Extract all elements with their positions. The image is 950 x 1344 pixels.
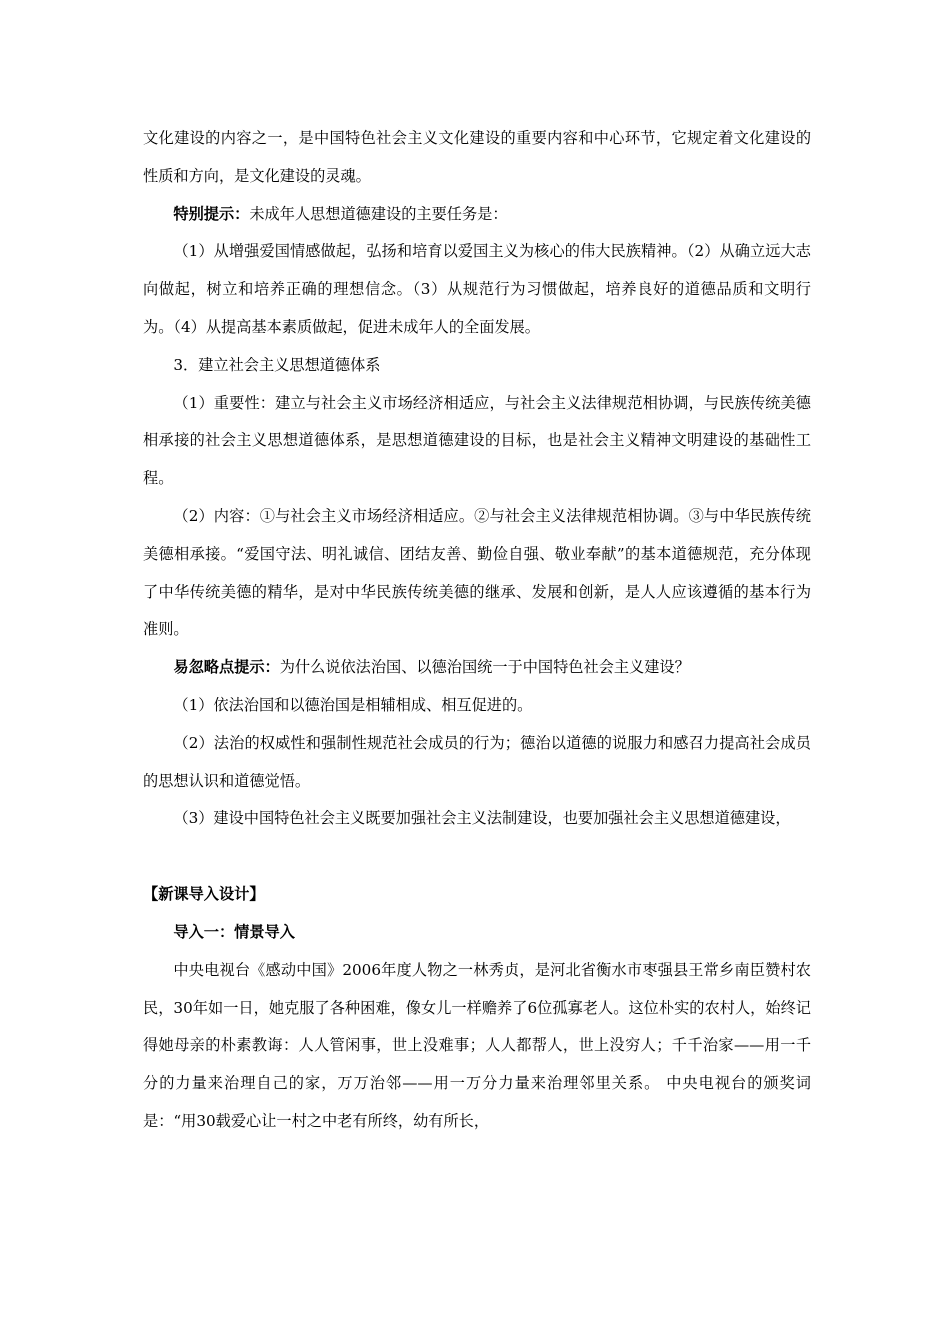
easy-miss-tip-text: 为什么说依法治国、以德治国统一于中国特色社会主义建设？ [279,658,690,677]
content-paragraph: （2）内容：①与社会主义市场经济相适应。②与社会主义法律规范相协调。③与中华民族传统美德相承接。“爱国守法、明礼诚信、团结友善、勤俭自强、敬业奉献”的基本道德规范，充分体现了中华传统美德的精华，是对中华民族传统美德的继承、发展和创新，是人人应该遵循的基本行为准则。 [143,506,811,639]
easy-miss-tip-paragraph [143,649,811,687]
section-heading: 【新课导入设计】 [143,885,265,904]
paragraph-continued: 文化建设的内容之一，是中国特色社会主义文化建设的重要内容和中心环节，它规定着文化建设的性质和方向，是文化建设的灵魂。 [143,129,811,185]
tasks-paragraph: （1）从增强爱国情感做起，弘扬和培育以爱国主义为核心的伟大民族精神。（2）从确立远大志向做起，树立和培养正确的理想信念。（3）从规范行为习惯做起，培养良好的道德品质和文明行为。（4）从提高基本素质做起，促进未成年人的全面发展。 [143,242,811,336]
point-2-paragraph: （2）法治的权威性和强制性规范社会成员的行为；德治以道德的说服力和感召力提高社会成员的思想认识和道德觉悟。 [143,733,811,790]
sub-heading: 导入一：情景导入 [173,922,295,941]
special-tip-label: 特别提示： [173,204,250,223]
section-spacer [143,838,811,876]
special-tip-text: 未成年人思想道德建设的主要任务是： [249,204,508,223]
document-body [143,120,811,1141]
point-1-paragraph: （1）依法治国和以德治国是相辅相成、相互促进的。 [173,695,533,714]
easy-miss-tip-label: 易忽略点提示： [173,658,280,677]
section-3-title: 3．建立社会主义思想道德体系 [173,355,381,374]
point-3-paragraph: （3）建设中国特色社会主义既要加强社会主义法制建设，也要加强社会主义思想道德建设， [173,809,791,828]
special-tip-paragraph [143,196,811,234]
importance-paragraph: （1）重要性：建立与社会主义市场经济相适应，与社会主义法律规范相协调，与民族传统美德相承接的社会主义思想道德体系，是思想道德建设的目标，也是社会主义精神文明建设的基础性工程。 [143,393,811,488]
intro-story-paragraph: 中央电视台《感动中国》2006年度人物之一林秀贞，是河北省衡水市枣强县王常乡南臣赞村农民，30年如一日，她克服了各种困难，像女儿一样赡养了6位孤寡老人。这位朴实的农村人，始终记得她母亲的朴素教诲：人人管闲事，世上没难事；人人都帮人，世上没穷人；千千治家——用一千分的力量来治理自己的家，万万治邻——用一万分力量来治理邻里关系。 中央电视台的颁奖词是：“用30载爱心让一村之中老有所终，幼有所长， [143,960,811,1130]
